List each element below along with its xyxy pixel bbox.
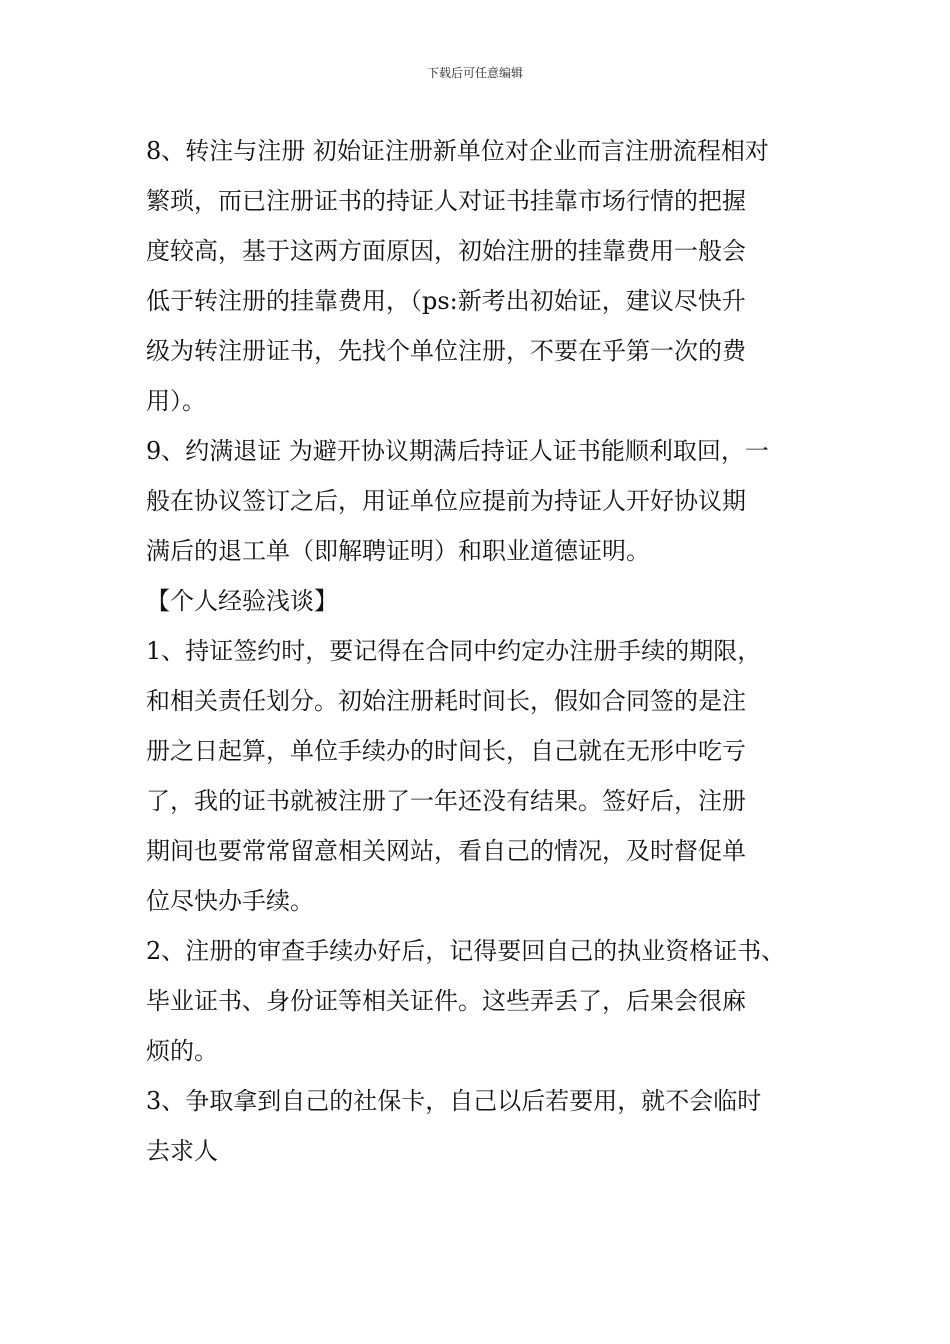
text-line: 9、约满退证 为避开协议期满后持证人证书能顺利取回，一 — [146, 437, 769, 465]
section-heading: 【个人经验浅谈】 — [146, 587, 338, 615]
text-line: 低于转注册的挂靠费用，（ps:新考出初始证，建议尽快升 — [146, 287, 746, 315]
text-line: 般在协议签订之后，用证单位应提前为持证人开好协议期 — [146, 487, 746, 515]
text-line: 位尽快办手续。 — [146, 887, 314, 915]
text-line: 期间也要常常留意相关网站，看自己的情况，及时督促单 — [146, 837, 746, 865]
text-line: 繁琐，而已注册证书的持证人对证书挂靠市场行情的把握 — [146, 187, 746, 215]
text-line: 8、转注与注册 初始证注册新单位对企业而言注册流程相对 — [146, 137, 769, 165]
text-line: 3、争取拿到自己的社保卡，自己以后若要用，就不会临时 — [146, 1087, 762, 1115]
page-header: 下载后可任意编辑 — [426, 66, 523, 80]
text-line: 2、注册的审查手续办好后，记得要回自己的执业资格证书、 — [146, 937, 786, 965]
text-line: 册之日起算，单位手续办的时间长，自己就在无形中吃亏 — [146, 737, 746, 765]
text-line: 1、持证签约时，要记得在合同中约定办注册手续的期限， — [146, 637, 762, 665]
text-line: 了，我的证书就被注册了一年还没有结果。签好后，注册 — [146, 787, 746, 815]
text-line: 去求人 — [146, 1137, 218, 1165]
text-line: 度较高，基于这两方面原因，初始注册的挂靠费用一般会 — [146, 237, 746, 265]
document-body — [146, 126, 836, 1176]
text-line: 烦的。 — [146, 1037, 218, 1065]
text-line: 级为转注册证书，先找个单位注册，不要在乎第一次的费 — [146, 337, 746, 365]
text-line: 和相关责任划分。初始注册耗时间长，假如合同签的是注 — [146, 687, 746, 715]
text-line: 用）。 — [146, 387, 206, 415]
text-line: 毕业证书、身份证等相关证件。这些弄丢了，后果会很麻 — [146, 987, 746, 1015]
text-line: 满后的退工单（即解聘证明）和职业道德证明。 — [146, 537, 650, 565]
